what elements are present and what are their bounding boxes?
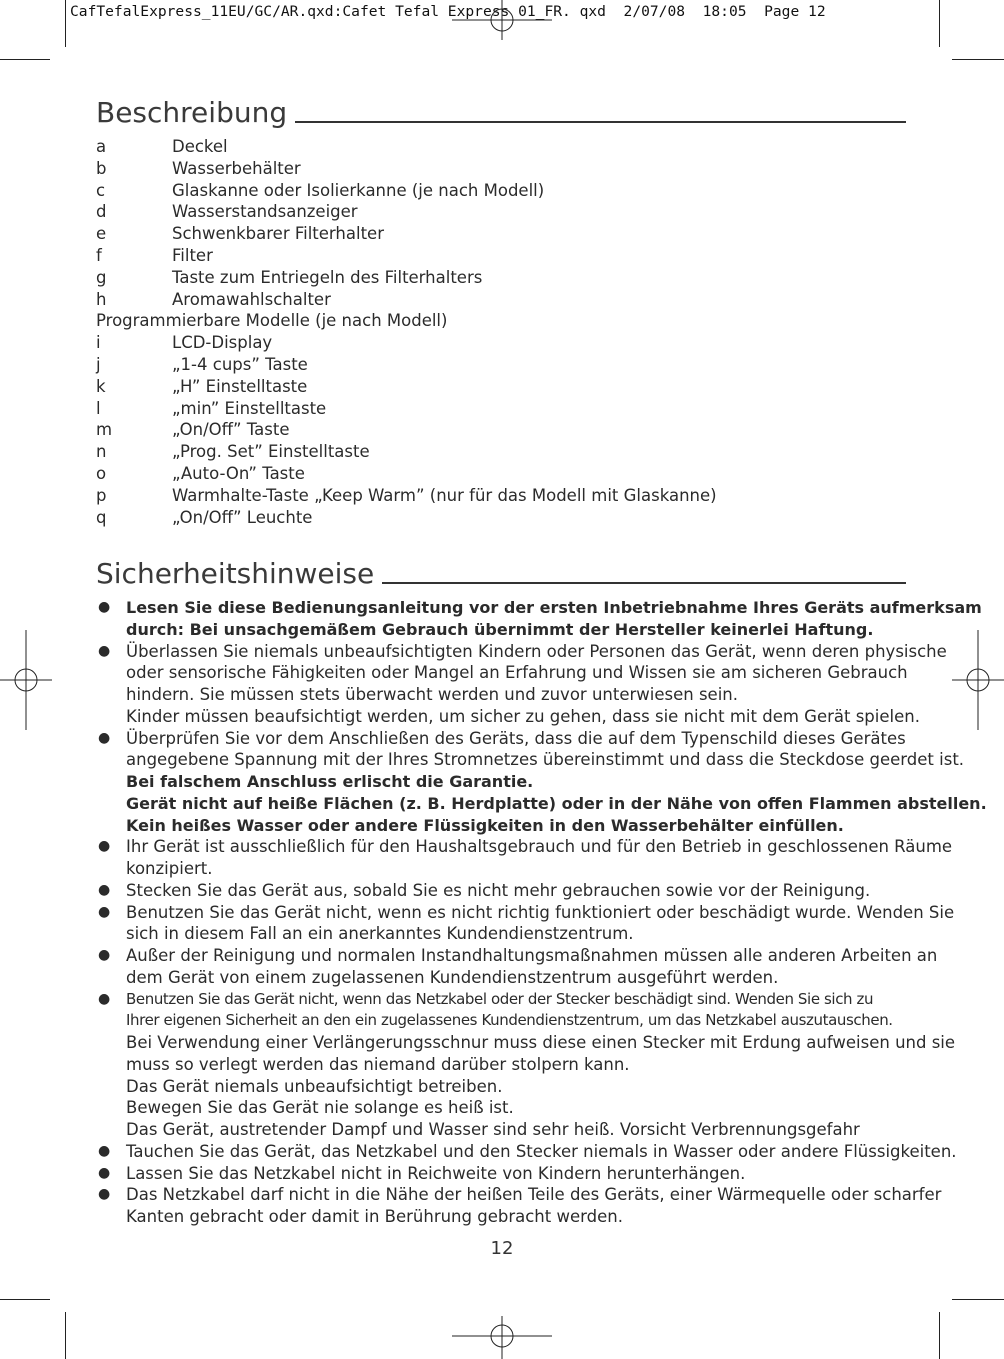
safety-line: ● Außer der Reinigung und normalen Instandhaltungsmaßnahmen müssen alle anderen Arbeiten an (98, 946, 938, 965)
item-text: „1-4 cups” Taste (172, 354, 308, 374)
item-text: Warmhalte-Taste „Keep Warm” (nur für das Modell mit Glaskanne) (172, 485, 717, 505)
item-key: g (96, 267, 107, 287)
list-item (96, 245, 916, 267)
item-key: e (96, 224, 107, 244)
safety-line: ● Überlassen Sie niemals unbeaufsichtigten Kindern oder Personen das Gerät, wenn deren physische (98, 641, 947, 661)
safety-line: Kanten gebracht oder damit in Berührung gebracht werden. (126, 1207, 623, 1226)
list-item (96, 289, 916, 311)
list-item (96, 267, 916, 289)
safety-line: ● Tauchen Sie das Gerät, das Netzkabel und den Stecker niemals in Wasser oder andere Flüssigkeiten. (98, 1141, 957, 1161)
item-text: Aromawahlschalter (172, 289, 331, 309)
list-item (96, 507, 916, 529)
item-text: Wasserstandsanzeiger (172, 202, 358, 222)
safety-line: muss so verlegt werden das niemand darüber stolpern kann. (126, 1054, 630, 1074)
item-text: „H” Einstelltaste (172, 376, 308, 396)
bullet-icon: ● (98, 1142, 111, 1159)
safety-line: ● Lesen Sie diese Bedienungsanleitung vor der ersten Inbetriebnahme Ihres Geräts aufmerksam (98, 598, 982, 617)
item-key: c (96, 180, 106, 200)
bullet-icon: ● (98, 1164, 111, 1181)
safety-line: ● Benutzen Sie das Gerät nicht, wenn es nicht richtig funktioniert oder beschädigt wurde. Wenden Sie (98, 902, 955, 922)
item-key: j (96, 354, 101, 374)
item-text: LCD-Display (172, 333, 273, 353)
safety-line: sich in diesem Fall an ein anerkanntes Kundendienstzentrum. (126, 924, 634, 944)
item-text: Filter (172, 245, 213, 265)
list-item (96, 485, 916, 507)
item-key: o (96, 463, 107, 483)
item-text: „min” Einstelltaste (172, 398, 327, 418)
bullet-icon: ● (98, 947, 111, 963)
safety-title: Sicherheitshinweise (96, 557, 375, 590)
item-key: l (96, 398, 101, 418)
list-item (96, 376, 916, 398)
list-item (96, 180, 916, 202)
safety-line: ● Das Netzkabel darf nicht in die Nähe der heißen Teile des Geräts, einer Wärmequelle oder scharfer (98, 1185, 942, 1205)
safety-line: Bewegen Sie das Gerät nie solange es heiß ist. (126, 1098, 514, 1118)
safety-line: Kein heißes Wasser oder andere Flüssigkeiten in den Wasserbehälter einfüllen. (126, 815, 844, 835)
crop-mark (65, 1312, 66, 1359)
item-key: q (96, 507, 107, 527)
list-item (96, 398, 916, 420)
crop-mark (65, 0, 66, 47)
list-item (96, 441, 916, 463)
safety-line: Kinder müssen beaufsichtigt werden, um sicher zu gehen, dass sie nicht mit dem Gerät spielen. (126, 706, 920, 726)
safety-line: ● Überprüfen Sie vor dem Anschließen des Geräts, dass die auf dem Typenschild dieses Gerätes (98, 728, 906, 748)
parts-list (96, 136, 916, 528)
safety-line: durch: Bei unsachgemäßem Gebrauch übernimmt der Hersteller keinerlei Haftung. (126, 619, 874, 639)
page-number: 12 (490, 1238, 514, 1259)
crop-mark (939, 1312, 940, 1359)
safety-line: ● Ihr Gerät ist ausschließlich für den Haushaltsgebrauch und für den Betrieb in geschlossenen Räume (98, 837, 953, 857)
registration-mark-bottom (452, 1316, 552, 1359)
list-item (96, 223, 916, 245)
item-text: Schwenkbarer Filterhalter (172, 224, 384, 244)
list-item (96, 158, 916, 180)
safety-line: konzipiert. (126, 859, 213, 878)
crop-mark (0, 1299, 50, 1300)
safety-line: Das Gerät, austretender Dampf und Wasser sind sehr heiß. Vorsicht Verbrennungsgefahr (126, 1120, 860, 1139)
title-rule (382, 582, 906, 584)
item-text: Taste zum Entriegeln des Filterhalters (172, 267, 483, 287)
item-key: n (96, 442, 107, 462)
item-text: Wasserbehälter (172, 158, 301, 178)
safety-list (96, 597, 987, 1228)
item-key: h (96, 289, 107, 309)
bullet-icon: ● (98, 1186, 111, 1203)
safety-line: oder sensorische Fähigkeiten oder Mangel an Erfahrung und Wissen sie am sicheren Gebrauch (126, 663, 908, 683)
bullet-icon: ● (98, 903, 111, 920)
list-item (96, 136, 916, 158)
item-key: f (96, 245, 102, 265)
safety-line: ● Lassen Sie das Netzkabel nicht in Reichweite von Kindern herunterhängen. (98, 1163, 746, 1183)
safety-line: Bei falschem Anschluss erlischt die Garantie. (126, 772, 534, 791)
safety-line: ● Stecken Sie das Gerät aus, sobald Sie es nicht mehr gebrauchen sowie vor der Reinigung. (98, 880, 871, 900)
list-item (96, 354, 916, 376)
list-item (96, 419, 916, 441)
safety-line: ● Benutzen Sie das Gerät nicht, wenn das Netzkabel oder der Stecker beschädigt sind. Wenden Sie sich zu (96, 989, 911, 1011)
item-key: a (96, 137, 107, 156)
safety-header (96, 551, 906, 591)
bullet-icon: ● (98, 599, 111, 615)
item-text: „Auto-On” Taste (172, 463, 305, 483)
title-rule (295, 121, 906, 123)
item-key: i (96, 333, 101, 353)
safety-line: Bei Verwendung einer Verlängerungsschnur muss diese einen Stecker mit Erdung aufweisen und sie (126, 1033, 956, 1052)
registration-mark-right (952, 630, 1004, 730)
safety-line: hindern. Sie müssen stets überwacht werden und zuvor unterwiesen sein. (126, 685, 738, 704)
item-key: m (96, 420, 113, 440)
safety-line: Das Gerät niemals unbeaufsichtigt betreiben. (126, 1076, 503, 1096)
registration-mark-top (452, 0, 552, 40)
safety-line: Gerät nicht auf heiße Flächen (z. B. Herdplatte) oder in der Nähe von offen Flammen abstellen. (126, 793, 987, 813)
description-title: Beschreibung (96, 96, 288, 129)
item-text: „On/Off” Leuchte (172, 507, 313, 527)
print-slug: CafTefalExpress_11EU/GC/AR.qxd:Cafet Tefal Express 01_FR. qxd 2/07/08 18:05 Page 12 (70, 3, 826, 20)
bullet-icon: ● (98, 642, 111, 659)
crop-mark (0, 59, 50, 60)
item-text: „On/Off” Taste (172, 420, 290, 440)
safety-line: Ihrer eigenen Sicherheit an den ein zugelassenes Kundendienstzentrum, um das Netzkabel auszutauschen. (126, 1011, 893, 1030)
safety-line: angegebene Spannung mit der Ihres Stromnetzes übereinstimmt und dass die Steckdose geerdet ist. (126, 750, 965, 770)
subheading: Programmierbare Modelle (je nach Modell) (96, 311, 448, 331)
crop-mark (952, 59, 1004, 60)
safety-line: dem Gerät von einem zugelassenen Kundendienstzentrum ausgeführt werden. (126, 967, 779, 987)
item-key: p (96, 485, 107, 505)
bullet-icon: ● (98, 990, 110, 1007)
list-item (96, 332, 916, 354)
crop-mark (952, 1299, 1004, 1300)
bullet-icon: ● (98, 881, 111, 898)
item-key: d (96, 202, 107, 222)
bullet-icon: ● (98, 838, 111, 855)
list-item (96, 201, 916, 223)
item-key: k (96, 376, 106, 396)
description-header (96, 90, 906, 130)
list-item (96, 463, 916, 485)
bullet-icon: ● (98, 729, 111, 746)
crop-mark (939, 0, 940, 47)
registration-mark-left (0, 630, 52, 730)
item-key: b (96, 158, 107, 178)
item-text: Glaskanne oder Isolierkanne (je nach Modell) (172, 180, 545, 200)
item-text: „Prog. Set” Einstelltaste (172, 442, 370, 462)
item-text: Deckel (172, 137, 228, 156)
